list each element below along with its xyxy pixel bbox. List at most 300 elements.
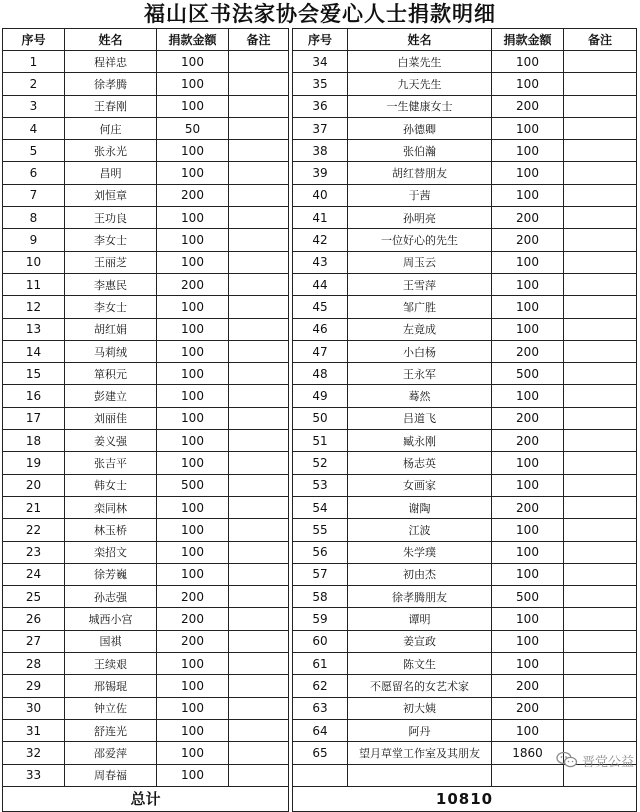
row-number: 59 bbox=[293, 608, 348, 630]
table-row bbox=[3, 273, 637, 295]
row-number: 46 bbox=[293, 318, 348, 340]
note-cell bbox=[564, 452, 637, 474]
note-cell bbox=[564, 430, 637, 452]
note-cell bbox=[229, 73, 289, 95]
note-cell bbox=[229, 251, 289, 273]
row-number: 23 bbox=[3, 541, 65, 563]
row-number: 57 bbox=[293, 563, 348, 585]
note-cell bbox=[229, 541, 289, 563]
note-cell bbox=[229, 653, 289, 675]
row-number: 41 bbox=[293, 207, 348, 229]
table-row bbox=[3, 229, 637, 251]
donation-amount: 100 bbox=[492, 385, 564, 407]
table-row bbox=[3, 586, 637, 608]
row-number: 8 bbox=[3, 207, 65, 229]
note-cell bbox=[564, 519, 637, 541]
donor-name: 谢陶 bbox=[348, 496, 492, 518]
donor-name: 韩女士 bbox=[65, 474, 157, 496]
table-row bbox=[3, 496, 637, 518]
donor-name: 一位好心的先生 bbox=[348, 229, 492, 251]
donor-name: 李女士 bbox=[65, 229, 157, 251]
donation-amount: 500 bbox=[492, 363, 564, 385]
table-row bbox=[3, 697, 637, 719]
note-cell bbox=[229, 430, 289, 452]
table-row bbox=[3, 207, 637, 229]
donor-name: 栾招文 bbox=[65, 541, 157, 563]
donor-name: 程祥忠 bbox=[65, 51, 157, 73]
donation-amount: 200 bbox=[492, 697, 564, 719]
donation-amount: 200 bbox=[157, 608, 229, 630]
note-cell bbox=[564, 340, 637, 362]
row-number: 53 bbox=[293, 474, 348, 496]
donation-amount: 100 bbox=[492, 653, 564, 675]
table-row bbox=[3, 563, 637, 585]
donation-amount: 100 bbox=[157, 764, 229, 786]
note-cell bbox=[564, 630, 637, 652]
page-title: 福山区书法家协会爱心人士捐款明细 bbox=[144, 1, 496, 26]
row-number: 55 bbox=[293, 519, 348, 541]
donor-name: 胡红替朋友 bbox=[348, 162, 492, 184]
donation-amount: 100 bbox=[157, 385, 229, 407]
donation-amount: 100 bbox=[157, 229, 229, 251]
row-number: 10 bbox=[3, 251, 65, 273]
donation-amount: 200 bbox=[492, 407, 564, 429]
row-number: 22 bbox=[3, 519, 65, 541]
row-number bbox=[293, 764, 348, 786]
donor-name: 一生健康女士 bbox=[348, 95, 492, 117]
donor-name: 蓦然 bbox=[348, 385, 492, 407]
donor-name: 孙明亮 bbox=[348, 207, 492, 229]
row-number: 15 bbox=[3, 363, 65, 385]
note-cell bbox=[564, 675, 637, 697]
donation-amount: 100 bbox=[157, 519, 229, 541]
donation-amount: 100 bbox=[157, 653, 229, 675]
header-no: 序号 bbox=[3, 29, 65, 51]
donor-name: 刘恒章 bbox=[65, 184, 157, 206]
note-cell bbox=[229, 719, 289, 741]
row-number: 51 bbox=[293, 430, 348, 452]
donor-name: 于茜 bbox=[348, 184, 492, 206]
donation-table bbox=[2, 28, 637, 812]
donor-name: 邹广胜 bbox=[348, 296, 492, 318]
note-cell bbox=[229, 296, 289, 318]
donation-amount: 200 bbox=[492, 340, 564, 362]
note-cell bbox=[564, 474, 637, 496]
wechat-icon bbox=[556, 751, 578, 769]
table-row bbox=[3, 742, 637, 764]
note-cell bbox=[229, 608, 289, 630]
row-number: 52 bbox=[293, 452, 348, 474]
donation-amount: 100 bbox=[492, 184, 564, 206]
note-cell bbox=[564, 251, 637, 273]
donation-amount: 200 bbox=[492, 675, 564, 697]
donation-amount: 100 bbox=[492, 563, 564, 585]
donor-name: 姜义强 bbox=[65, 430, 157, 452]
donor-name: 箪积元 bbox=[65, 363, 157, 385]
row-number: 45 bbox=[293, 296, 348, 318]
note-cell bbox=[564, 117, 637, 139]
donor-name: 邵爱萍 bbox=[65, 742, 157, 764]
table-row bbox=[3, 251, 637, 273]
donor-name: 周玉云 bbox=[348, 251, 492, 273]
row-number: 21 bbox=[3, 496, 65, 518]
donation-amount: 100 bbox=[157, 363, 229, 385]
row-number: 31 bbox=[3, 719, 65, 741]
donor-name: 王永军 bbox=[348, 363, 492, 385]
header-note: 备注 bbox=[229, 29, 289, 51]
table-row bbox=[3, 608, 637, 630]
donor-name: 刘丽佳 bbox=[65, 407, 157, 429]
donor-name: 女画家 bbox=[348, 474, 492, 496]
row-number: 18 bbox=[3, 430, 65, 452]
donation-amount: 200 bbox=[157, 630, 229, 652]
donation-amount: 100 bbox=[157, 697, 229, 719]
donor-name: 钟立佐 bbox=[65, 697, 157, 719]
donor-name: 徐孝腾 bbox=[65, 73, 157, 95]
donation-amount: 100 bbox=[157, 563, 229, 585]
header-name: 姓名 bbox=[348, 29, 492, 51]
watermark-text: 晋党公益 bbox=[581, 754, 634, 770]
table-row bbox=[3, 296, 637, 318]
donation-amount: 100 bbox=[492, 519, 564, 541]
note-cell bbox=[229, 586, 289, 608]
table-row bbox=[3, 318, 637, 340]
note-cell bbox=[564, 140, 637, 162]
note-cell bbox=[229, 273, 289, 295]
row-number: 25 bbox=[3, 586, 65, 608]
row-number: 30 bbox=[3, 697, 65, 719]
table-row bbox=[3, 95, 637, 117]
note-cell bbox=[564, 273, 637, 295]
row-number: 33 bbox=[3, 764, 65, 786]
note-cell bbox=[564, 697, 637, 719]
row-number: 56 bbox=[293, 541, 348, 563]
row-number: 6 bbox=[3, 162, 65, 184]
row-number: 44 bbox=[293, 273, 348, 295]
donation-amount: 100 bbox=[157, 140, 229, 162]
donor-name: 邢锡琨 bbox=[65, 675, 157, 697]
total-row bbox=[3, 786, 637, 811]
note-cell bbox=[229, 742, 289, 764]
donation-amount: 100 bbox=[492, 541, 564, 563]
table-row bbox=[3, 73, 637, 95]
row-number: 63 bbox=[293, 697, 348, 719]
note-cell bbox=[229, 229, 289, 251]
donation-amount: 100 bbox=[157, 95, 229, 117]
donation-amount: 100 bbox=[157, 251, 229, 273]
donation-amount: 100 bbox=[157, 407, 229, 429]
row-number: 64 bbox=[293, 719, 348, 741]
donor-name bbox=[348, 764, 492, 786]
donation-amount bbox=[492, 764, 564, 786]
row-number: 32 bbox=[3, 742, 65, 764]
row-number: 34 bbox=[293, 51, 348, 73]
table-row bbox=[3, 363, 637, 385]
donor-name: 白菜先生 bbox=[348, 51, 492, 73]
header-amount: 捐款金额 bbox=[492, 29, 564, 51]
donor-name: 城西小宫 bbox=[65, 608, 157, 630]
note-cell bbox=[229, 496, 289, 518]
table-row bbox=[3, 407, 637, 429]
donor-name: 臧永刚 bbox=[348, 430, 492, 452]
row-number: 2 bbox=[3, 73, 65, 95]
table-row bbox=[3, 162, 637, 184]
table-row bbox=[3, 764, 637, 786]
row-number: 16 bbox=[3, 385, 65, 407]
donation-amount: 200 bbox=[492, 229, 564, 251]
row-number: 19 bbox=[3, 452, 65, 474]
row-number: 7 bbox=[3, 184, 65, 206]
donor-name: 望月草堂工作室及其朋友 bbox=[348, 742, 492, 764]
note-cell bbox=[229, 407, 289, 429]
note-cell bbox=[564, 496, 637, 518]
header-no: 序号 bbox=[293, 29, 348, 51]
total-value: 10810 bbox=[293, 786, 637, 811]
donor-name: 陈文生 bbox=[348, 653, 492, 675]
donation-amount: 100 bbox=[157, 318, 229, 340]
row-number: 9 bbox=[3, 229, 65, 251]
note-cell bbox=[564, 73, 637, 95]
row-number: 42 bbox=[293, 229, 348, 251]
table-row bbox=[3, 519, 637, 541]
table-row bbox=[3, 340, 637, 362]
donation-amount: 100 bbox=[157, 742, 229, 764]
donation-amount: 100 bbox=[492, 608, 564, 630]
row-number: 35 bbox=[293, 73, 348, 95]
row-number: 13 bbox=[3, 318, 65, 340]
header-note: 备注 bbox=[564, 29, 637, 51]
note-cell bbox=[564, 184, 637, 206]
donation-amount: 100 bbox=[157, 73, 229, 95]
row-number: 24 bbox=[3, 563, 65, 585]
donor-name: 左竟成 bbox=[348, 318, 492, 340]
donor-name: 栾同林 bbox=[65, 496, 157, 518]
note-cell bbox=[229, 363, 289, 385]
donor-name: 张吉平 bbox=[65, 452, 157, 474]
donation-amount: 100 bbox=[157, 51, 229, 73]
table-row bbox=[3, 630, 637, 652]
row-number: 43 bbox=[293, 251, 348, 273]
row-number: 40 bbox=[293, 184, 348, 206]
donor-name: 舒连光 bbox=[65, 719, 157, 741]
note-cell bbox=[564, 653, 637, 675]
note-cell bbox=[564, 318, 637, 340]
donation-amount: 100 bbox=[157, 340, 229, 362]
table-row bbox=[3, 719, 637, 741]
row-number: 11 bbox=[3, 273, 65, 295]
note-cell bbox=[564, 51, 637, 73]
note-cell bbox=[564, 296, 637, 318]
donation-amount: 100 bbox=[157, 719, 229, 741]
note-cell bbox=[229, 474, 289, 496]
donor-name: 杨志英 bbox=[348, 452, 492, 474]
table-row bbox=[3, 653, 637, 675]
donation-amount: 200 bbox=[157, 184, 229, 206]
row-number: 3 bbox=[3, 95, 65, 117]
donor-name: 王春刚 bbox=[65, 95, 157, 117]
donor-name: 朱学璞 bbox=[348, 541, 492, 563]
donation-amount: 100 bbox=[157, 207, 229, 229]
donation-amount: 100 bbox=[492, 51, 564, 73]
donation-amount: 100 bbox=[157, 496, 229, 518]
note-cell bbox=[229, 207, 289, 229]
table-row bbox=[3, 452, 637, 474]
donor-name: 孙德卿 bbox=[348, 117, 492, 139]
table-row bbox=[3, 51, 637, 73]
table-row bbox=[3, 675, 637, 697]
row-number: 37 bbox=[293, 117, 348, 139]
donation-amount: 1860 bbox=[492, 742, 564, 764]
note-cell bbox=[564, 229, 637, 251]
note-cell bbox=[229, 697, 289, 719]
donor-name: 李女士 bbox=[65, 296, 157, 318]
donation-amount: 100 bbox=[492, 719, 564, 741]
donation-amount: 100 bbox=[492, 296, 564, 318]
donation-amount: 200 bbox=[492, 496, 564, 518]
donor-name: 胡红娟 bbox=[65, 318, 157, 340]
donation-amount: 100 bbox=[492, 273, 564, 295]
donation-amount: 200 bbox=[157, 273, 229, 295]
row-number: 58 bbox=[293, 586, 348, 608]
donor-name: 何庄 bbox=[65, 117, 157, 139]
donor-name: 阿丹 bbox=[348, 719, 492, 741]
donor-name: 徐芳巍 bbox=[65, 563, 157, 585]
donation-amount: 50 bbox=[157, 117, 229, 139]
donation-amount: 100 bbox=[492, 162, 564, 184]
donor-name: 不愿留名的女艺术家 bbox=[348, 675, 492, 697]
note-cell bbox=[229, 764, 289, 786]
donation-amount: 100 bbox=[492, 140, 564, 162]
row-number: 47 bbox=[293, 340, 348, 362]
donor-name: 张伯瀚 bbox=[348, 140, 492, 162]
note-cell bbox=[564, 385, 637, 407]
total-label: 总计 bbox=[3, 786, 289, 811]
donation-amount: 100 bbox=[492, 73, 564, 95]
donation-amount: 200 bbox=[492, 95, 564, 117]
donor-name: 国祺 bbox=[65, 630, 157, 652]
row-number: 1 bbox=[3, 51, 65, 73]
row-number: 60 bbox=[293, 630, 348, 652]
note-cell bbox=[229, 519, 289, 541]
donation-amount: 100 bbox=[492, 117, 564, 139]
note-cell bbox=[564, 541, 637, 563]
row-number: 54 bbox=[293, 496, 348, 518]
donation-amount: 100 bbox=[157, 541, 229, 563]
donation-amount: 100 bbox=[492, 251, 564, 273]
note-cell bbox=[229, 162, 289, 184]
note-cell bbox=[564, 207, 637, 229]
note-cell bbox=[229, 630, 289, 652]
note-cell bbox=[564, 363, 637, 385]
row-number: 65 bbox=[293, 742, 348, 764]
row-number: 49 bbox=[293, 385, 348, 407]
row-number: 4 bbox=[3, 117, 65, 139]
donation-amount: 200 bbox=[157, 586, 229, 608]
donor-name: 昌明 bbox=[65, 162, 157, 184]
row-number: 62 bbox=[293, 675, 348, 697]
donation-amount: 100 bbox=[157, 296, 229, 318]
donation-amount: 500 bbox=[492, 586, 564, 608]
donor-name: 初大姨 bbox=[348, 697, 492, 719]
note-cell bbox=[564, 95, 637, 117]
note-cell bbox=[564, 586, 637, 608]
row-number: 28 bbox=[3, 653, 65, 675]
row-number: 39 bbox=[293, 162, 348, 184]
donation-amount: 100 bbox=[492, 630, 564, 652]
donor-name: 吕道飞 bbox=[348, 407, 492, 429]
note-cell bbox=[229, 452, 289, 474]
note-cell bbox=[229, 184, 289, 206]
note-cell bbox=[229, 95, 289, 117]
note-cell bbox=[564, 563, 637, 585]
table-row bbox=[3, 474, 637, 496]
row-number: 27 bbox=[3, 630, 65, 652]
note-cell bbox=[564, 608, 637, 630]
note-cell bbox=[229, 563, 289, 585]
donation-amount: 100 bbox=[157, 452, 229, 474]
donation-amount: 500 bbox=[157, 474, 229, 496]
donation-amount: 100 bbox=[157, 430, 229, 452]
note-cell bbox=[229, 385, 289, 407]
row-number: 50 bbox=[293, 407, 348, 429]
donor-name: 姜宣政 bbox=[348, 630, 492, 652]
donor-name: 孙志强 bbox=[65, 586, 157, 608]
donation-amount: 200 bbox=[492, 207, 564, 229]
donor-name: 小白杨 bbox=[348, 340, 492, 362]
donor-name: 江波 bbox=[348, 519, 492, 541]
donor-name: 王功良 bbox=[65, 207, 157, 229]
table-row bbox=[3, 117, 637, 139]
header-name: 姓名 bbox=[65, 29, 157, 51]
donation-amount: 100 bbox=[492, 474, 564, 496]
donor-name: 王丽芝 bbox=[65, 251, 157, 273]
donation-amount: 100 bbox=[492, 318, 564, 340]
donation-amount: 100 bbox=[157, 162, 229, 184]
table-row bbox=[3, 385, 637, 407]
header-amount: 捐款金额 bbox=[157, 29, 229, 51]
donor-name: 九天先生 bbox=[348, 73, 492, 95]
donor-name: 彭建立 bbox=[65, 385, 157, 407]
row-number: 29 bbox=[3, 675, 65, 697]
watermark bbox=[556, 750, 634, 770]
row-number: 14 bbox=[3, 340, 65, 362]
note-cell bbox=[229, 51, 289, 73]
donor-name: 谭明 bbox=[348, 608, 492, 630]
row-number: 17 bbox=[3, 407, 65, 429]
table-row bbox=[3, 184, 637, 206]
donation-amount: 100 bbox=[157, 675, 229, 697]
donor-name: 王雪萍 bbox=[348, 273, 492, 295]
table-header-row bbox=[3, 29, 637, 51]
note-cell bbox=[229, 117, 289, 139]
table-row bbox=[3, 430, 637, 452]
note-cell bbox=[564, 719, 637, 741]
donor-name: 李惠民 bbox=[65, 273, 157, 295]
donation-amount: 100 bbox=[492, 452, 564, 474]
note-cell bbox=[229, 140, 289, 162]
row-number: 36 bbox=[293, 95, 348, 117]
note-cell bbox=[564, 162, 637, 184]
donor-name: 徐孝腾朋友 bbox=[348, 586, 492, 608]
row-number: 12 bbox=[3, 296, 65, 318]
donor-name: 初由杰 bbox=[348, 563, 492, 585]
donation-amount: 200 bbox=[492, 430, 564, 452]
note-cell bbox=[229, 675, 289, 697]
note-cell bbox=[229, 340, 289, 362]
donor-name: 马莉绒 bbox=[65, 340, 157, 362]
donor-name: 王续艰 bbox=[65, 653, 157, 675]
row-number: 48 bbox=[293, 363, 348, 385]
